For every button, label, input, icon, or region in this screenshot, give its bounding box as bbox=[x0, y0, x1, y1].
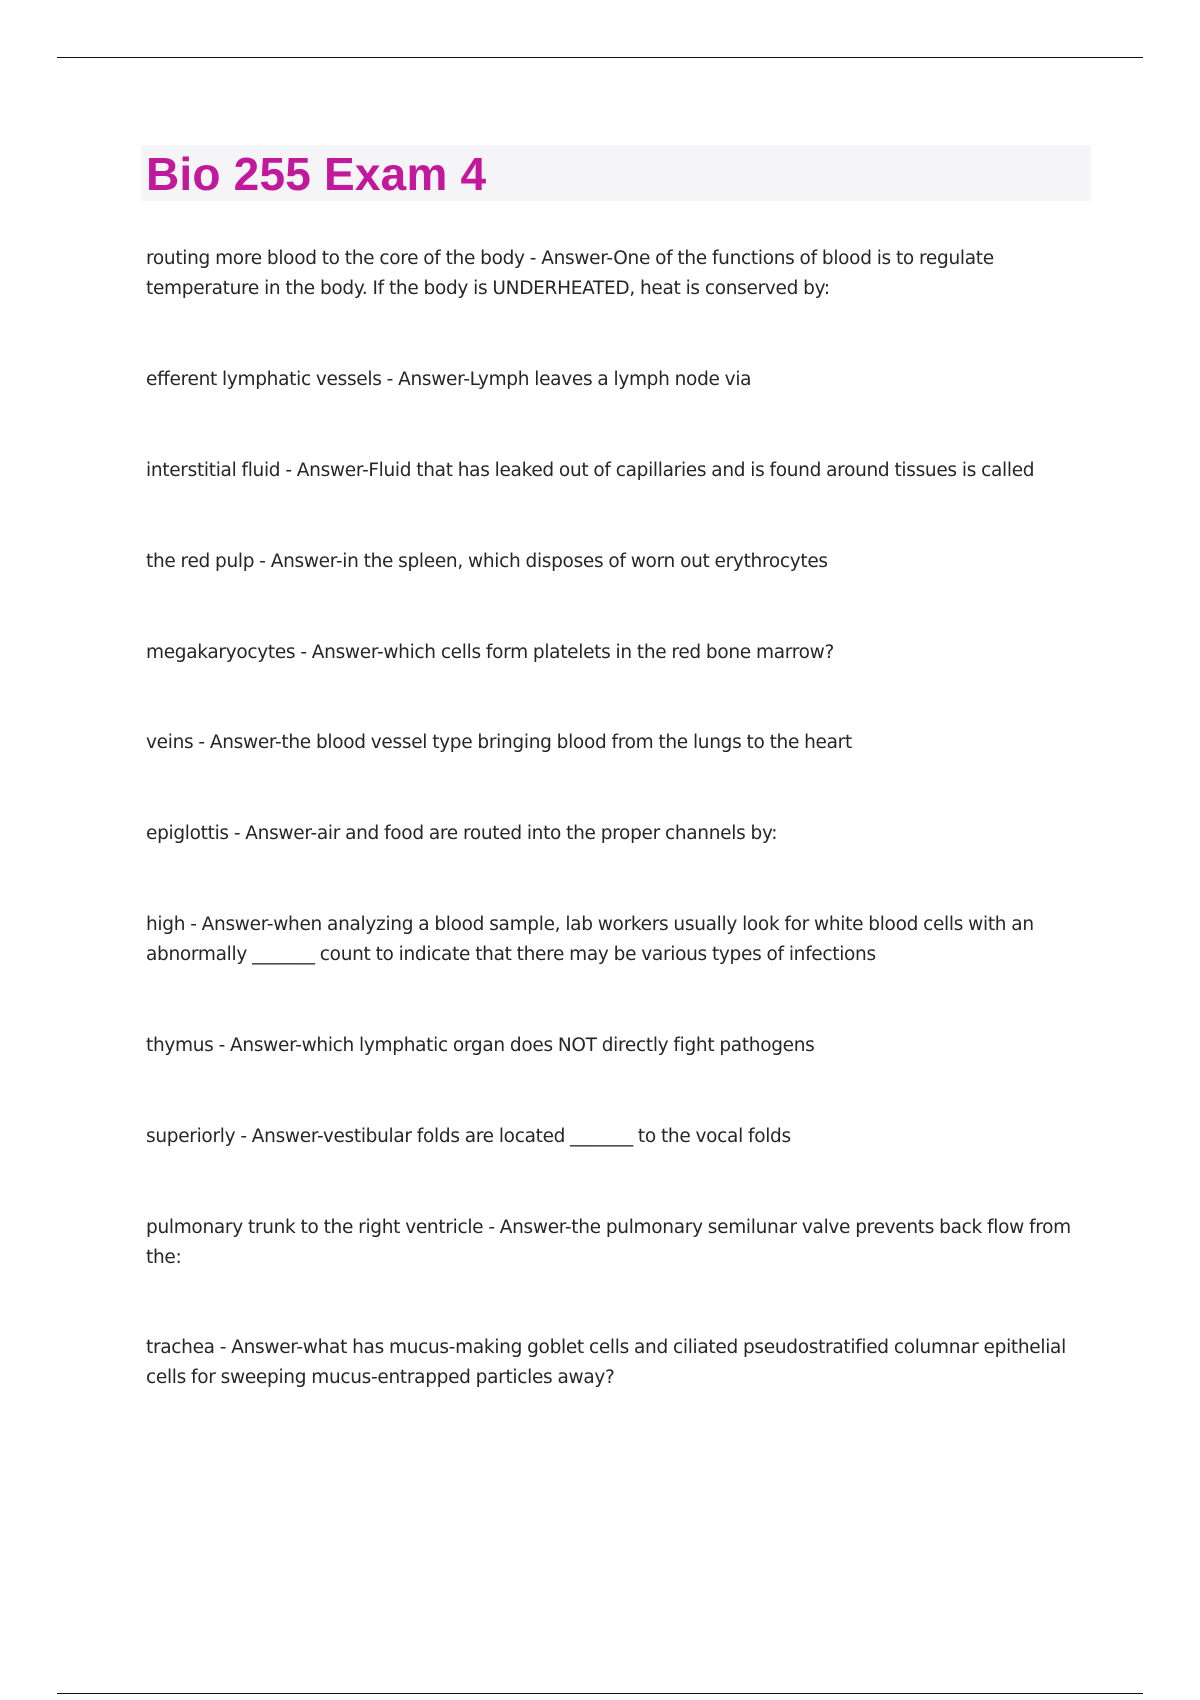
qa-item: megakaryocytes - Answer-which cells form platelets in the red bone marrow? bbox=[146, 642, 834, 663]
qa-item: the red pulp - Answer-in the spleen, which disposes of worn out erythrocytes bbox=[146, 551, 828, 572]
qa-item: efferent lymphatic vessels - Answer-Lymph leaves a lymph node via bbox=[146, 369, 752, 390]
qa-item: superiorly - Answer-vestibular folds are located _______ to the vocal folds bbox=[146, 1126, 791, 1147]
qa-item: routing more blood to the core of the body - Answer-One of the functions of blood is to regulate temperature in the body. If the body is UNDERHEATED, heat is conserved by: bbox=[146, 248, 994, 299]
qa-item: thymus - Answer-which lymphatic organ does NOT directly fight pathogens bbox=[146, 1035, 815, 1056]
qa-item: interstitial fluid - Answer-Fluid that has leaked out of capillaries and is found around tissues is called bbox=[146, 460, 1035, 481]
qa-item: high - Answer-when analyzing a blood sample, lab workers usually look for white blood cells with an abnormally _______ count to indicate that there may be various types of infections bbox=[146, 914, 1034, 965]
top-divider bbox=[57, 57, 1143, 58]
qa-item: veins - Answer-the blood vessel type bringing blood from the lungs to the heart bbox=[146, 732, 852, 753]
qa-item: trachea - Answer-what has mucus-making goblet cells and ciliated pseudostratified columnar epithelial cells for sweeping mucus-entrapped particles away? bbox=[146, 1337, 1066, 1388]
qa-item: epiglottis - Answer-air and food are routed into the proper channels by: bbox=[146, 823, 778, 844]
qa-item: pulmonary trunk to the right ventricle - Answer-the pulmonary semilunar valve prevents back flow from the: bbox=[146, 1217, 1071, 1268]
bottom-divider bbox=[57, 1693, 1143, 1694]
document-title: Bio 255 Exam 4 bbox=[146, 148, 487, 200]
